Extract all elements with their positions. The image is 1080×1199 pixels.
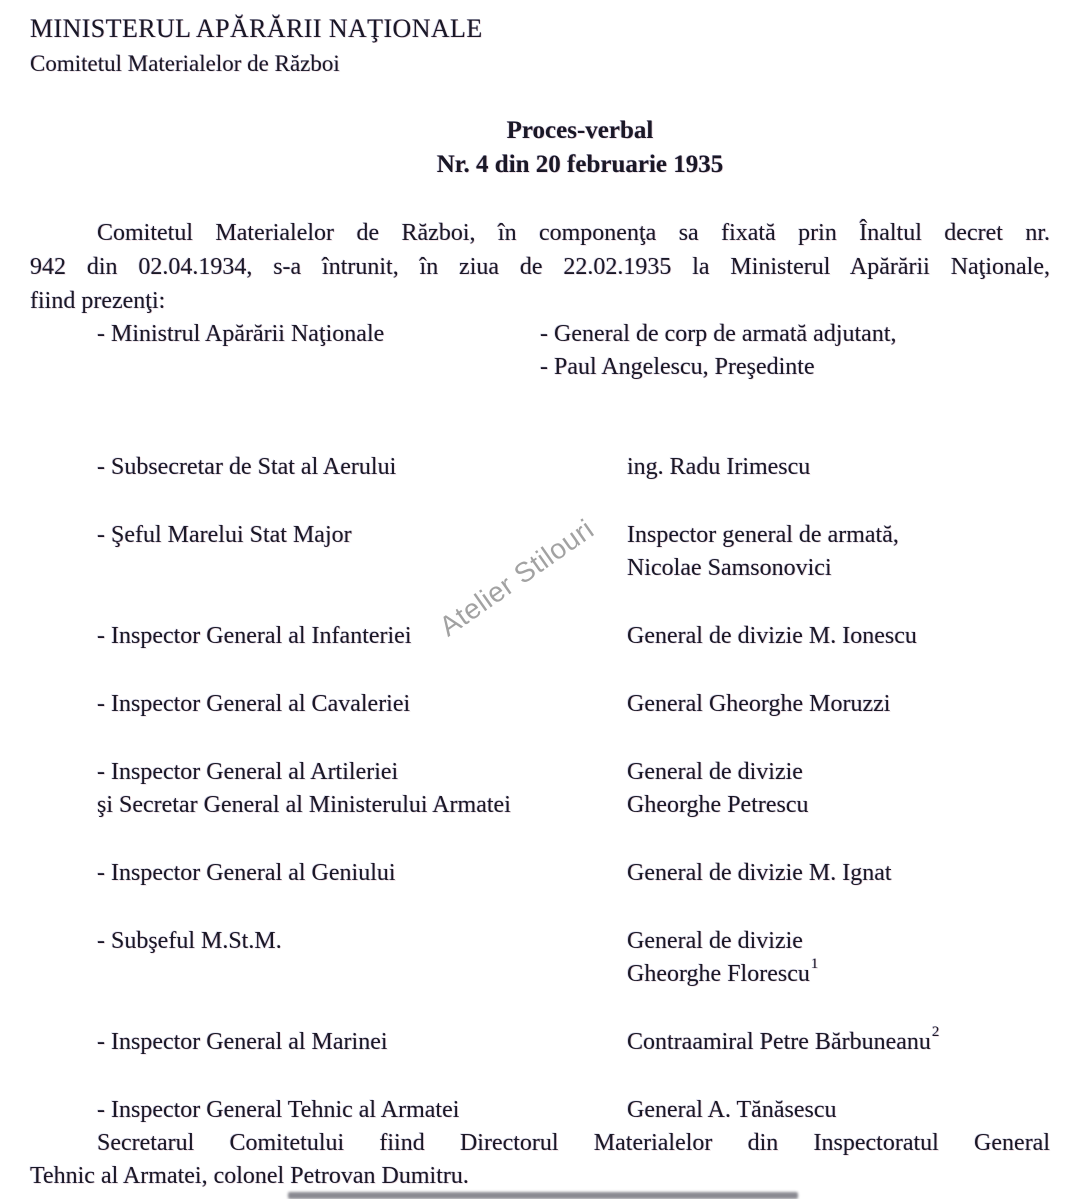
attendee-person bbox=[627, 519, 1080, 585]
attendee-person-line: General A. Tănăsescu bbox=[627, 1097, 837, 1123]
intro-line-1: Comitetul Materialelor de Război, în componenţa sa fixată prin Înaltul decret nr. bbox=[97, 220, 1050, 246]
attendee-role bbox=[97, 1094, 459, 1127]
attendee-role-line: - Subsecretar de Stat al Aerului bbox=[97, 454, 397, 480]
attendee-role bbox=[97, 1026, 388, 1059]
attendee-person-line: Contraamiral Petre Bărbuneanu$^2$ bbox=[627, 1024, 940, 1055]
attendee-person-line: General de divizie bbox=[627, 928, 803, 954]
attendee-person bbox=[540, 318, 1080, 384]
attendee-role-line: - Inspector General al Marinei bbox=[97, 1029, 388, 1055]
footnote-marker: 2 bbox=[931, 1024, 940, 1040]
attendee-person-line: - Paul Angelescu, Preşedinte bbox=[540, 354, 815, 380]
attendee-person-line: General de divizie M. Ionescu bbox=[627, 623, 917, 649]
attendee-person-line: General de divizie M. Ignat bbox=[627, 860, 892, 886]
attendee-row bbox=[0, 451, 1080, 484]
closing-line-1: Secretarul Comitetului fiind Directorul Materialelor din Inspectoratul General bbox=[97, 1130, 1050, 1156]
intro-line-3: fiind prezenţi: bbox=[30, 288, 166, 314]
attendee-role-line: - Inspector General al Cavaleriei bbox=[97, 691, 411, 717]
attendee-person bbox=[627, 451, 1080, 484]
ministry-name: MINISTERUL APĂRĂRII NAŢIONALE bbox=[30, 14, 483, 43]
attendee-role-line: - Şeful Marelui Stat Major bbox=[97, 522, 352, 548]
intro-line-2: 942 din 02.04.1934, s-a întrunit, în ziua de 22.02.1935 la Ministerul Apărării Naţionale, bbox=[30, 254, 1050, 280]
attendee-row bbox=[0, 1026, 1080, 1059]
attendee-role-line: - Subşeful M.St.M. bbox=[97, 928, 282, 954]
attendee-row bbox=[0, 925, 1080, 991]
attendee-person-line: ing. Radu Irimescu bbox=[627, 454, 811, 480]
attendee-row bbox=[0, 756, 1080, 822]
attendee-person-line: - General de corp de armată adjutant, bbox=[540, 321, 897, 347]
attendee-role bbox=[97, 318, 384, 351]
cutoff-next-line-artifact bbox=[288, 1192, 798, 1199]
attendee-person-line: General Gheorghe Moruzzi bbox=[627, 691, 891, 717]
attendee-role-line: - Ministrul Apărării Naţionale bbox=[97, 321, 385, 347]
document-title bbox=[80, 114, 1080, 182]
attendee-role bbox=[97, 688, 410, 721]
attendee-row bbox=[0, 620, 1080, 653]
attendee-person bbox=[627, 620, 1080, 653]
title-line-2: Nr. 4 din 20 februarie 1935 bbox=[436, 151, 724, 178]
attendee-person-line: Nicolae Samsonovici bbox=[627, 555, 832, 581]
attendee-person-line: General de divizie bbox=[627, 759, 803, 785]
attendee-role-line: - Inspector General Tehnic al Armatei bbox=[97, 1097, 460, 1123]
committee-name: Comitetul Materialelor de Război bbox=[30, 51, 340, 76]
attendee-row bbox=[0, 857, 1080, 890]
attendee-role bbox=[97, 756, 511, 822]
attendee-person-line: Gheorghe Florescu$^1$ bbox=[627, 956, 819, 987]
intro-paragraph bbox=[30, 216, 1050, 318]
attendee-person bbox=[627, 925, 1080, 991]
attendee-role-line: - Inspector General al Artileriei bbox=[97, 759, 399, 785]
attendee-role-line: şi Secretar General al Ministerului Armatei bbox=[97, 792, 511, 818]
attendee-person bbox=[627, 756, 1080, 822]
closing-line-2: Tehnic al Armatei, colonel Petrovan Dumitru. bbox=[30, 1163, 469, 1189]
attendee-person-line: Gheorghe Petrescu bbox=[627, 792, 809, 818]
attendee-row bbox=[0, 1094, 1080, 1127]
attendee-row bbox=[0, 318, 1080, 384]
attendee-role-line: - Inspector General al Infanteriei bbox=[97, 623, 412, 649]
attendee-row bbox=[0, 688, 1080, 721]
watermark-text: Atelier Stilouri bbox=[433, 513, 600, 643]
attendee-role bbox=[97, 925, 282, 958]
attendee-person bbox=[627, 1026, 1080, 1059]
attendee-role-line: - Inspector General al Geniului bbox=[97, 860, 396, 886]
attendee-person-line: Inspector general de armată, bbox=[627, 522, 899, 548]
title-line-1: Proces-verbal bbox=[506, 117, 654, 144]
attendee-role bbox=[97, 519, 352, 552]
footnote-marker: 1 bbox=[810, 956, 819, 972]
attendee-person bbox=[627, 1094, 1080, 1127]
attendee-person bbox=[627, 857, 1080, 890]
attendee-role bbox=[97, 451, 396, 484]
attendee-person bbox=[627, 688, 1080, 721]
closing-paragraph bbox=[30, 1127, 1050, 1193]
attendee-role bbox=[97, 857, 396, 890]
attendees-list bbox=[0, 318, 1080, 1162]
attendee-role bbox=[97, 620, 412, 653]
